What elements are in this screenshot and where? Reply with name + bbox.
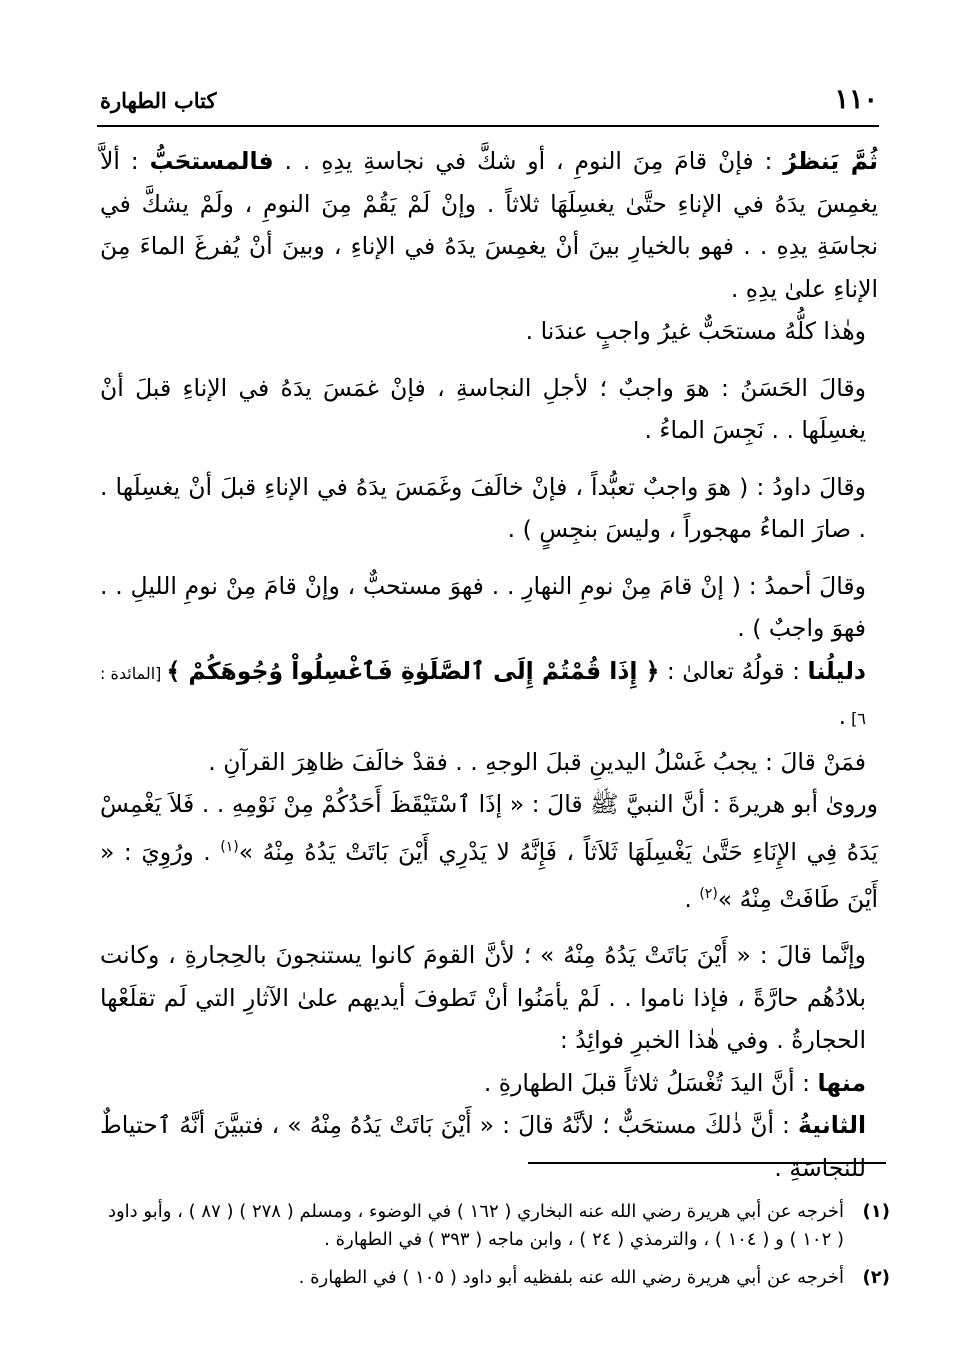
verse-reference: [المائدة : ٦]	[99, 663, 866, 728]
footnote-divider	[528, 1162, 886, 1164]
bold-term: فالمستحَبُّ	[149, 147, 274, 175]
paragraph: وقالَ الحَسَنُ : هوَ واجبٌ ؛ لأجلِ النجاسةِ ، فإنْ غمَسَ يدَهُ في الإناءِ قبلَ أنْ يغسِلَها . . نَجِسَ الماءُ .	[100, 373, 866, 444]
paragraph: وقالَ أحمدُ : ( إنْ قامَ مِنْ نومِ النهارِ . . فهوَ مستحبٌّ ، وإنْ قامَ مِنْ نومِ الليلِ . . فهوَ واجبٌ ) .	[100, 571, 866, 642]
paragraph: وقالَ داودُ : ( هوَ واجبٌ تعبُّداً ، فإنْ خالَفَ وغَمَسَ يدَهُ في الإناءِ قبلَ أنْ يغسِلَها . . صارَ الماءُ مهجوراً ، وليسَ بنجِسٍ ) .	[100, 472, 866, 543]
paragraph: وإنَّما قالَ : « أَيْنَ بَاتَتْ يَدُهُ مِنْهُ » ؛ لأنَّ القومَ كانوا يستنجونَ بالحِجارةِ ، وكانت بلادُهُم حارَّةً ، فإذا ناموا . . لَمْ يأمَنُوا أنْ تَطوفَ أيديهم علىٰ الآثارِ التي لَم تقلَعْها الحجارةُ . وفي هٰذا الخبرِ فوائِدُ :	[100, 941, 866, 1055]
paragraph: الثانيةُ : أنَّ ذٰلكَ مستحَبٌّ ؛ لأنَّهُ قالَ : « أَيْنَ بَاتَتْ يَدُهُ مِنْهُ » ، فتبيَّنَ أنَّهُ ٱحتياطٌ للنجاسَةِ .	[100, 1111, 866, 1182]
bold-term: الثانيةُ	[798, 1111, 866, 1140]
paragraph: وهٰذا كلُّهُ مستحَبٌّ غيرُ واجبٍ عندَنا .	[525, 317, 866, 345]
footnote-marker[interactable]: (٢)	[699, 885, 718, 902]
page-header	[100, 82, 878, 118]
page-number: ١١٠	[834, 84, 878, 115]
bold-term: دليلُنا	[807, 656, 866, 685]
running-title: كتاب الطهارة	[100, 88, 217, 113]
footnote-text: أخرجه عن أبي هريرة رضي الله عنه بلفظيه أبو داود ( ١٠٥ ) في الطهارة .	[298, 1267, 844, 1288]
paragraph: وروىٰ أبو هريرةَ : أنَّ النبيَّ ﷺ قالَ : « إذَا ٱسْتَيْقَظَ أَحَدُكُمْ مِنْ نَوْمِهِ . . فَلاَ يَغْمِسْ يَدَهُ فِي الإِنَاءِ حَتَّىٰ يَغْسِلَهَا ثَلاَثاً ، فَإِنَّهُ لا يَدْرِي أَيْنَ بَاتَتْ يَدُهُ مِنْهُ »$^{(١)}$ . ورُوِيَ : « أَيْنَ طَافَتْ مِنْهُ »$^{(٢)}$ .	[100, 790, 878, 913]
footnote	[100, 1264, 890, 1292]
footnote-marker[interactable]: (١)	[220, 838, 239, 855]
quran-verse: ﴿ إِذَا قُمْتُمْ إِلَى ٱلصَّلَوٰةِ فَٱغْسِلُواْ وُجُوهَكُمْ ﴾	[166, 656, 660, 685]
paragraph: ثُمَّ يَنظرُ : فإنْ قامَ مِنَ النومِ ، أو شكَّ في نجاسةِ يدِهِ . . فالمستحَبُّ : ألاَّ يغمِسَ يدَهُ في الإناءِ حتَّىٰ يغسِلَهَا ثلاثاً . وإنْ لَمْ يَقُمْ مِنَ النومِ ، ولَمْ يشكَّ في نجاسَةِ يدِهِ . . فهو بالخيارِ بينَ أنْ يغمِسَ يدَهُ في الإناءِ ، وبينَ أنْ يُفرغَ الماءَ مِنَ الإناءِ علىٰ يدِهِ .	[100, 147, 878, 303]
footnotes	[100, 1198, 890, 1302]
footnote-number: (٢)	[862, 1267, 890, 1288]
footnote	[100, 1198, 890, 1254]
bold-term: ثُمَّ يَنظرُ	[783, 147, 878, 175]
paragraph: دليلُنا : قولُهُ تعالىٰ : ﴿ إِذَا قُمْتُمْ إِلَى ٱلصَّلَوٰةِ فَٱغْسِلُواْ وُجُوهَكُمْ ﴾ [المائدة : ٦] .	[99, 656, 866, 730]
footnote-number: (١)	[862, 1201, 890, 1222]
paragraph: منها : أنَّ اليدَ تُغْسَلُ ثلاثاً قبلَ الطهارةِ .	[483, 1068, 866, 1097]
main-text	[100, 140, 878, 1189]
paragraph: فمَنْ قالَ : يجبُ غَسْلُ اليدينِ قبلَ الوجهِ . . فقدْ خالَفَ ظاهِرَ القرآنِ .	[208, 747, 866, 776]
footnote-text: أخرجه عن أبي هريرة رضي الله عنه البخاري ( ١٦٢ ) في الوضوء ، ومسلم ( ٢٧٨ ) ( ٨٧ ) ، وأبو داود ( ١٠٢ ) و ( ١٠٤ ) ، والترمذي ( ٢٤ ) ، وابن ماجه ( ٣٩٣ ) في الطهارة .	[107, 1201, 844, 1250]
header-divider	[97, 125, 879, 127]
bold-term: منها	[817, 1068, 866, 1097]
